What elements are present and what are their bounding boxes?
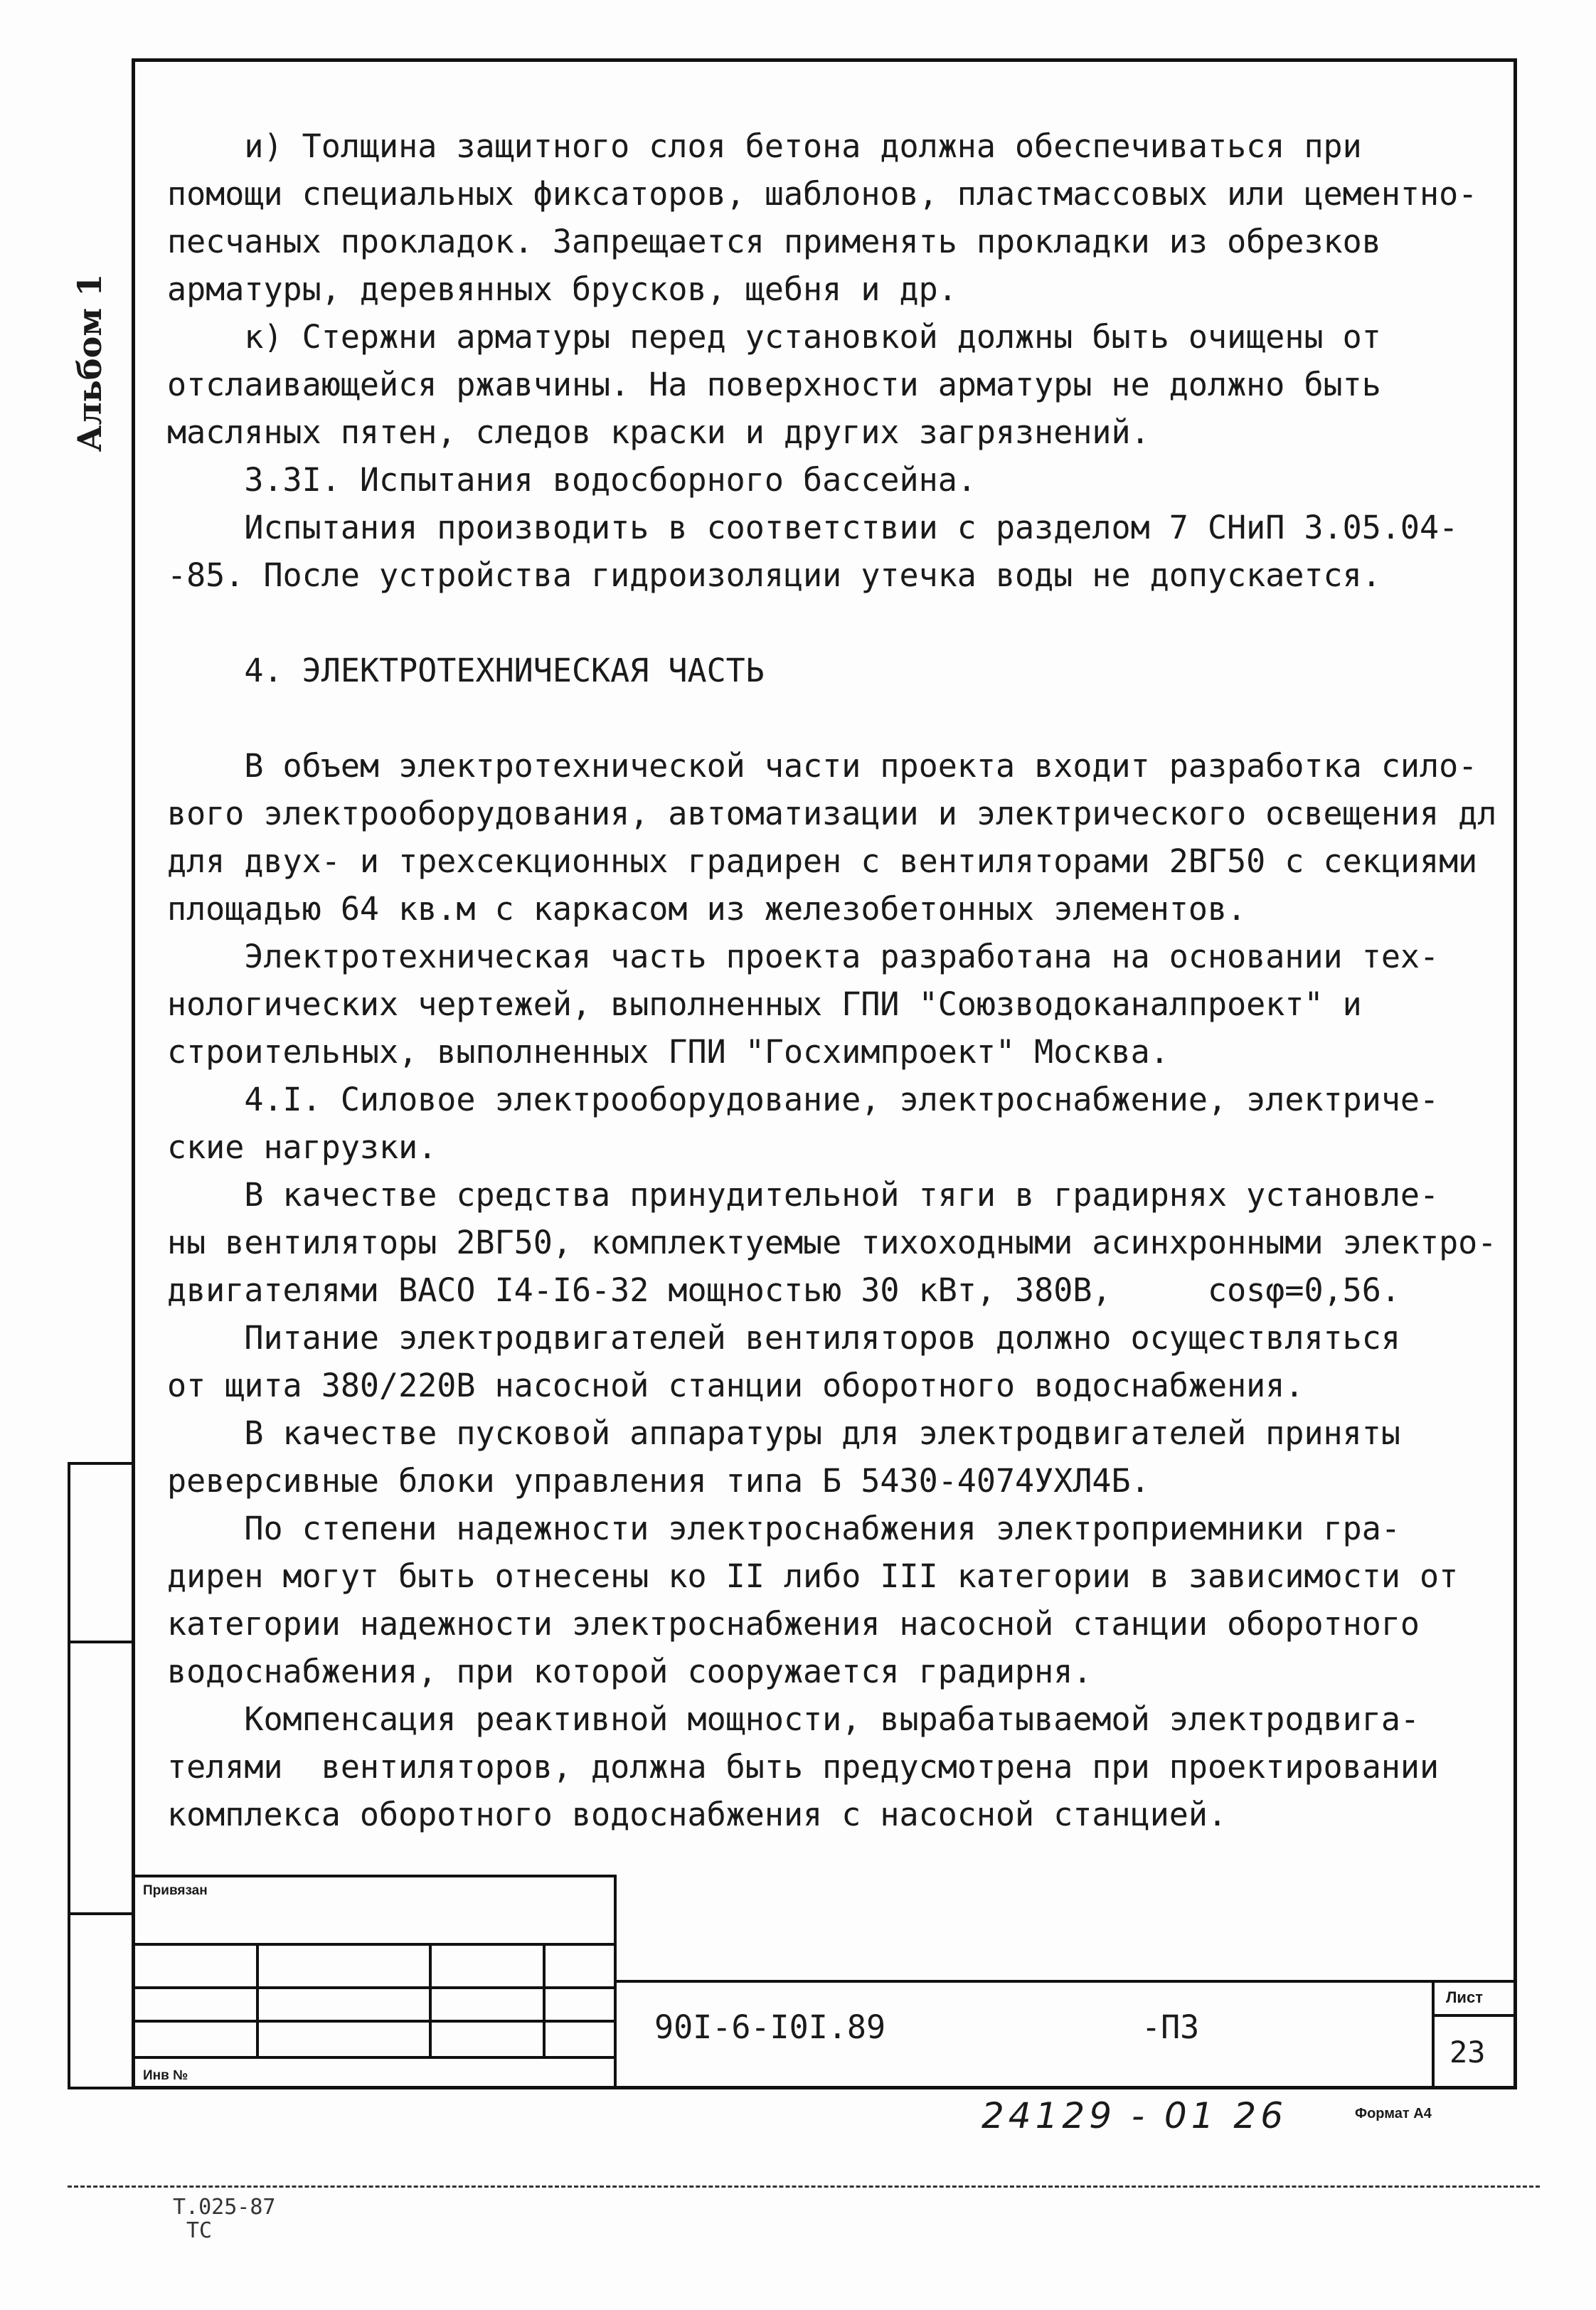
text-line: водоснабжения, при которой сооружается градирня. bbox=[167, 1653, 1092, 1690]
text-line: к) Стержни арматуры перед установкой должны быть очищены от bbox=[167, 318, 1381, 356]
text-line: для двух- и трехсекционных градирен с вентиляторами 2ВГ50 с секциями bbox=[167, 842, 1478, 880]
text-line: категории надежности электроснабжения насосной станции оборотного bbox=[167, 1605, 1420, 1643]
side-box-lower bbox=[68, 1912, 134, 2089]
text-line: 4.I. Силовое электрооборудование, электроснабжение, электриче- bbox=[167, 1081, 1440, 1118]
stamp-col-3 bbox=[543, 1943, 546, 2056]
document-suffix: -ПЗ bbox=[1142, 2008, 1200, 2046]
blank-line bbox=[167, 599, 1497, 647]
text-line: В качестве средства принудительной тяги в градирнях установле- bbox=[167, 1176, 1440, 1214]
text-line: отслаивающейся ржавчины. На поверхности арматуры не должно быть bbox=[167, 366, 1381, 403]
text-line: Испытания производить в соответствии с разделом 7 СНиП 3.05.04- bbox=[167, 509, 1459, 546]
footer-ref: Т.025-87 bbox=[173, 2195, 276, 2220]
sheet-label: Лист bbox=[1446, 1988, 1483, 2006]
text-line: площадью 64 кв.м с каркасом из железобетонных элементов. bbox=[167, 890, 1247, 928]
sheet-cell-border bbox=[1432, 1980, 1435, 2089]
text-line: нологических чертежей, выполненных ГПИ "Союзводоканалпроект" и bbox=[167, 985, 1362, 1023]
sheet-cell-divider bbox=[1432, 2014, 1517, 2017]
handwritten-number: 24129 - 01 26 bbox=[981, 2095, 1288, 2136]
stamp-grid-line-4 bbox=[132, 2056, 617, 2059]
text-line: от щита 380/220В насосной станции оборотного водоснабжения. bbox=[167, 1367, 1304, 1404]
text-line: помощи специальных фиксаторов, шаблонов, пластмассовых или цементно- bbox=[167, 175, 1478, 213]
text-line: -85. После устройства гидроизоляции утечка воды не допускается. bbox=[167, 556, 1381, 594]
text-line: комплекса оборотного водоснабжения с насосной станцией. bbox=[167, 1796, 1228, 1833]
text-line: Питание электродвигателей вентиляторов должно осуществляться bbox=[167, 1319, 1400, 1357]
text-line: вого электрооборудования, автоматизации и электрического освещения дл bbox=[167, 795, 1497, 832]
footer-tc: ТС bbox=[186, 2218, 213, 2243]
text-line: По степени надежности электроснабжения электроприемники гра- bbox=[167, 1510, 1400, 1547]
text-line: масляных пятен, следов краски и других загрязнений. bbox=[167, 413, 1150, 451]
title-block bbox=[132, 1875, 1517, 2089]
stamp-privyazan: Привязан bbox=[143, 1883, 208, 1898]
text-line: Компенсация реактивной мощности, вырабатываемой электродвига- bbox=[167, 1700, 1420, 1738]
text-line: телями вентиляторов, должна быть предусмотрена при проектировании bbox=[167, 1748, 1440, 1786]
text-line: ские нагрузки. bbox=[167, 1128, 437, 1166]
text-line: В качестве пусковой аппаратуры для электродвигателей приняты bbox=[167, 1414, 1400, 1452]
text-line: 3.3I. Испытания водосборного бассейна. bbox=[167, 461, 977, 499]
text-line: Электротехническая часть проекта разработана на основании тех- bbox=[167, 938, 1440, 975]
text-line: строительных, выполненных ГПИ "Госхимпроект" Москва. bbox=[167, 1033, 1169, 1071]
document-body bbox=[167, 122, 1497, 1838]
format-label: Формат А4 bbox=[1355, 2106, 1432, 2121]
text-line: арматуры, деревянных брусков, щебня и др. bbox=[167, 270, 957, 308]
text-line: реверсивные блоки управления типа Б 5430-4074УХЛ4Б. bbox=[167, 1462, 1150, 1500]
document-code: 90I-6-I0I.89 bbox=[654, 2008, 886, 2046]
stamp-right-top-line bbox=[614, 1980, 1517, 1983]
sheet-number: 23 bbox=[1449, 2035, 1486, 2070]
text-line: В объем электротехнической части проекта входит разработка сило- bbox=[167, 747, 1478, 785]
blank-line bbox=[167, 694, 1497, 742]
text-line: песчаных прокладок. Запрещается применять прокладки из обрезков bbox=[167, 223, 1381, 260]
stamp-col-1 bbox=[256, 1943, 259, 2056]
text-line: и) Толщина защитного слоя бетона должна обеспечиваться при bbox=[167, 127, 1362, 165]
text-line: ны вентиляторы 2ВГ50, комплектуемые тихоходными асинхронными электро- bbox=[167, 1224, 1497, 1261]
cut-line bbox=[68, 2186, 1540, 2188]
side-box-upper bbox=[68, 1462, 134, 1643]
stamp-inv-no: Инв № bbox=[143, 2068, 188, 2083]
side-box-middle bbox=[68, 1641, 134, 1915]
text-line: дирен могут быть отнесены ко II либо III категории в зависимости от bbox=[167, 1557, 1459, 1595]
stamp-col-2 bbox=[429, 1943, 432, 2056]
text-line: 4. ЭЛЕКТРОТЕХНИЧЕСКАЯ ЧАСТЬ bbox=[167, 652, 765, 689]
text-line: двигателями ВАСО I4-I6-32 мощностью 30 кВт, 380В, cosφ=0,56. bbox=[167, 1271, 1400, 1309]
album-side-label: Альбом 1 bbox=[70, 273, 109, 452]
stamp-top-left-line bbox=[132, 1875, 617, 1877]
